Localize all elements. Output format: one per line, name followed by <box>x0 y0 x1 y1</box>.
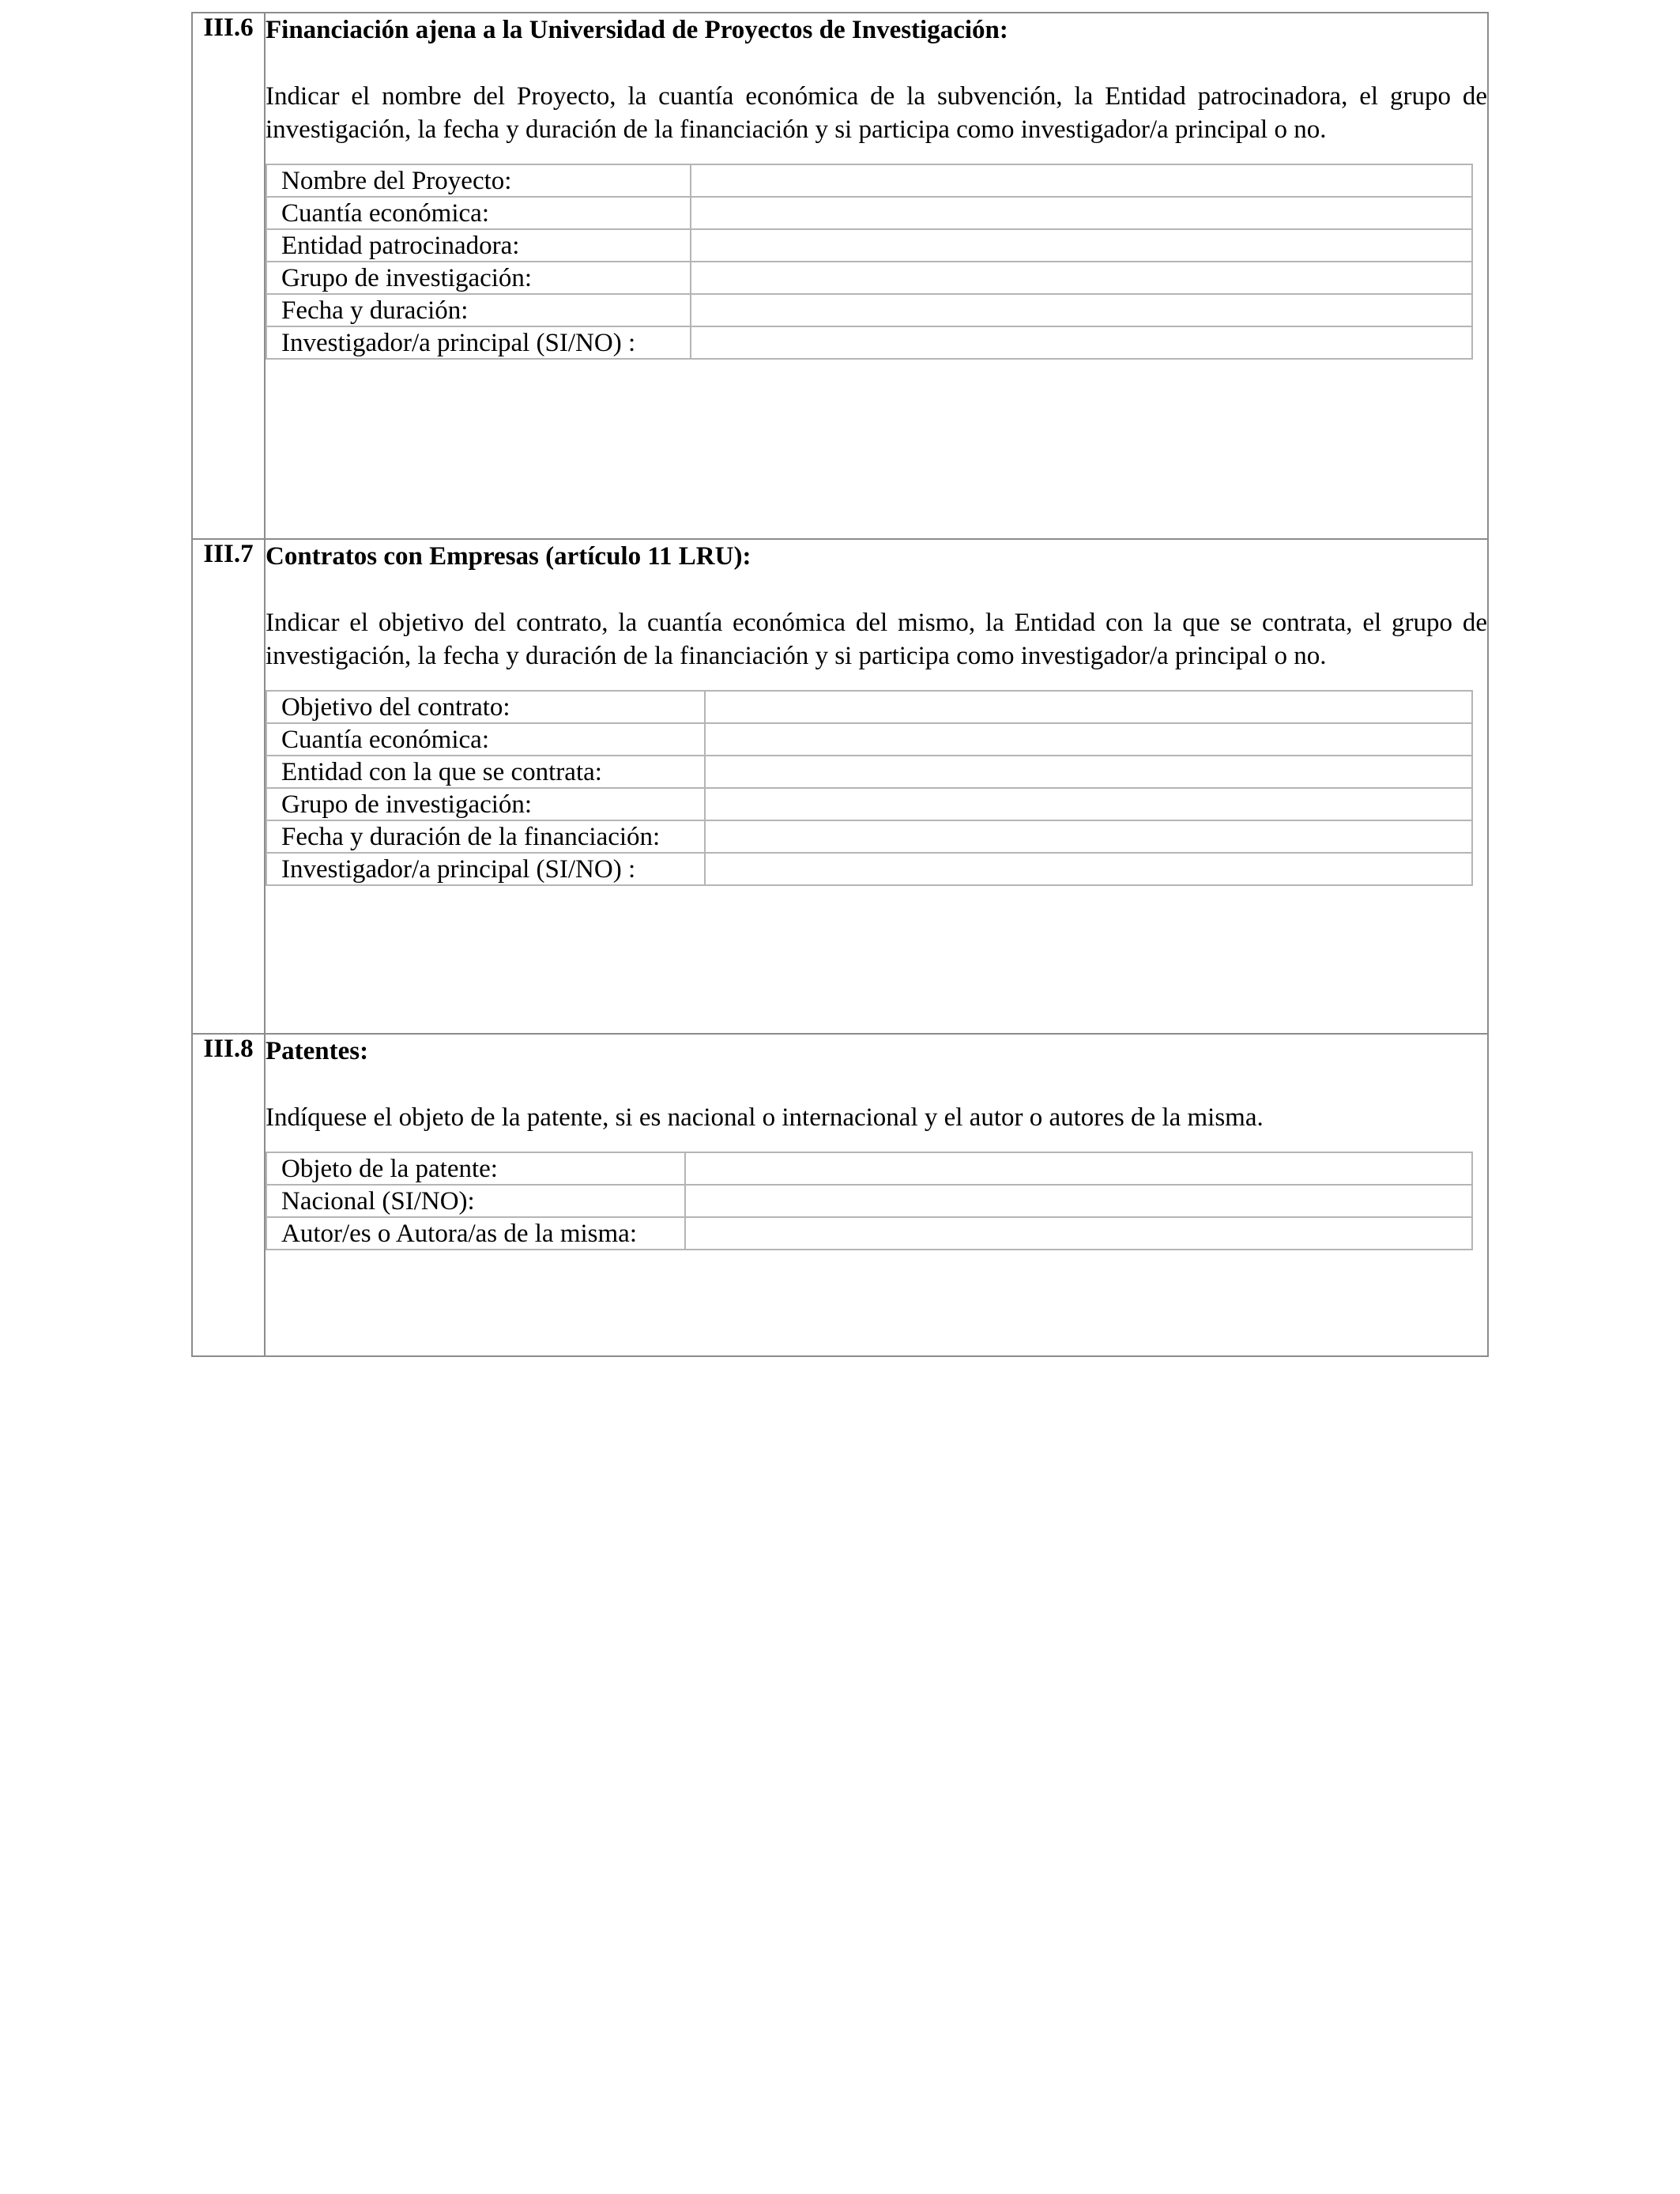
table-row <box>266 756 1472 788</box>
table-row <box>266 1217 1472 1250</box>
table-row <box>266 326 1472 359</box>
field-label: Cuantía económica: <box>266 723 705 756</box>
field-value[interactable] <box>705 691 1472 723</box>
field-label: Fecha y duración: <box>266 294 691 326</box>
table-row <box>266 820 1472 853</box>
field-label: Nacional (SI/NO): <box>266 1185 685 1217</box>
field-value[interactable] <box>705 756 1472 788</box>
table-row <box>266 691 1472 723</box>
field-label: Grupo de investigación: <box>266 788 705 820</box>
field-label: Entidad patrocinadora: <box>266 229 691 262</box>
field-label: Fecha y duración de la financiación: <box>266 820 705 853</box>
section-number: III.8 <box>192 1034 265 1356</box>
field-value[interactable] <box>705 788 1472 820</box>
table-row <box>266 229 1472 262</box>
table-row <box>266 294 1472 326</box>
field-value[interactable] <box>691 262 1472 294</box>
table-row <box>266 788 1472 820</box>
field-label: Grupo de investigación: <box>266 262 691 294</box>
field-value[interactable] <box>691 294 1472 326</box>
section-description: Indicar el nombre del Proyecto, la cuantía económica de la subvención, la Entidad patrocinadora, el grupo de investigación, la fecha y duración de la financiación y si participa como investigador/a principal o no. <box>266 82 1487 144</box>
section-number: III.6 <box>192 13 265 539</box>
table-row <box>266 164 1472 197</box>
table-row <box>266 853 1472 885</box>
field-value[interactable] <box>705 723 1472 756</box>
section-title: Contratos con Empresas (artículo 11 LRU): <box>266 542 751 571</box>
section-title: Patentes: <box>266 1037 369 1065</box>
table-row <box>266 1152 1472 1185</box>
section-description: Indicar el objetivo del contrato, la cuantía económica del mismo, la Entidad con la que se contrata, el grupo de investigación, la fecha y duración de la financiación y si participa como investigador/a principal o no. <box>266 609 1487 670</box>
fields-table <box>266 1152 1473 1250</box>
field-label: Investigador/a principal (SI/NO) : <box>266 326 691 359</box>
field-value[interactable] <box>685 1217 1472 1250</box>
section-row-iii-6 <box>192 13 1488 539</box>
section-description: Indíquese el objeto de la patente, si es nacional o internacional y el autor o autores de la misma. <box>266 1103 1264 1132</box>
section-content <box>265 539 1488 1034</box>
field-value[interactable] <box>691 229 1472 262</box>
field-label: Nombre del Proyecto: <box>266 164 691 197</box>
section-row-iii-8 <box>192 1034 1488 1356</box>
table-row <box>266 197 1472 229</box>
section-content <box>265 1034 1488 1356</box>
field-label: Entidad con la que se contrata: <box>266 756 705 788</box>
field-label: Objeto de la patente: <box>266 1152 685 1185</box>
field-value[interactable] <box>691 326 1472 359</box>
field-label: Cuantía económica: <box>266 197 691 229</box>
section-title: Financiación ajena a la Universidad de Proyectos de Investigación: <box>266 16 1008 44</box>
section-number: III.7 <box>192 539 265 1034</box>
field-label: Investigador/a principal (SI/NO) : <box>266 853 705 885</box>
fields-table <box>266 164 1473 360</box>
field-label: Autor/es o Autora/as de la misma: <box>266 1217 685 1250</box>
table-row <box>266 262 1472 294</box>
field-value[interactable] <box>705 853 1472 885</box>
field-value[interactable] <box>691 197 1472 229</box>
field-value[interactable] <box>685 1152 1472 1185</box>
table-row <box>266 1185 1472 1217</box>
field-value[interactable] <box>705 820 1472 853</box>
section-content <box>265 13 1488 539</box>
fields-table <box>266 690 1473 886</box>
table-row <box>266 723 1472 756</box>
field-value[interactable] <box>685 1185 1472 1217</box>
section-row-iii-7 <box>192 539 1488 1034</box>
form-sections-table <box>191 12 1489 1357</box>
field-value[interactable] <box>691 164 1472 197</box>
field-label: Objetivo del contrato: <box>266 691 705 723</box>
